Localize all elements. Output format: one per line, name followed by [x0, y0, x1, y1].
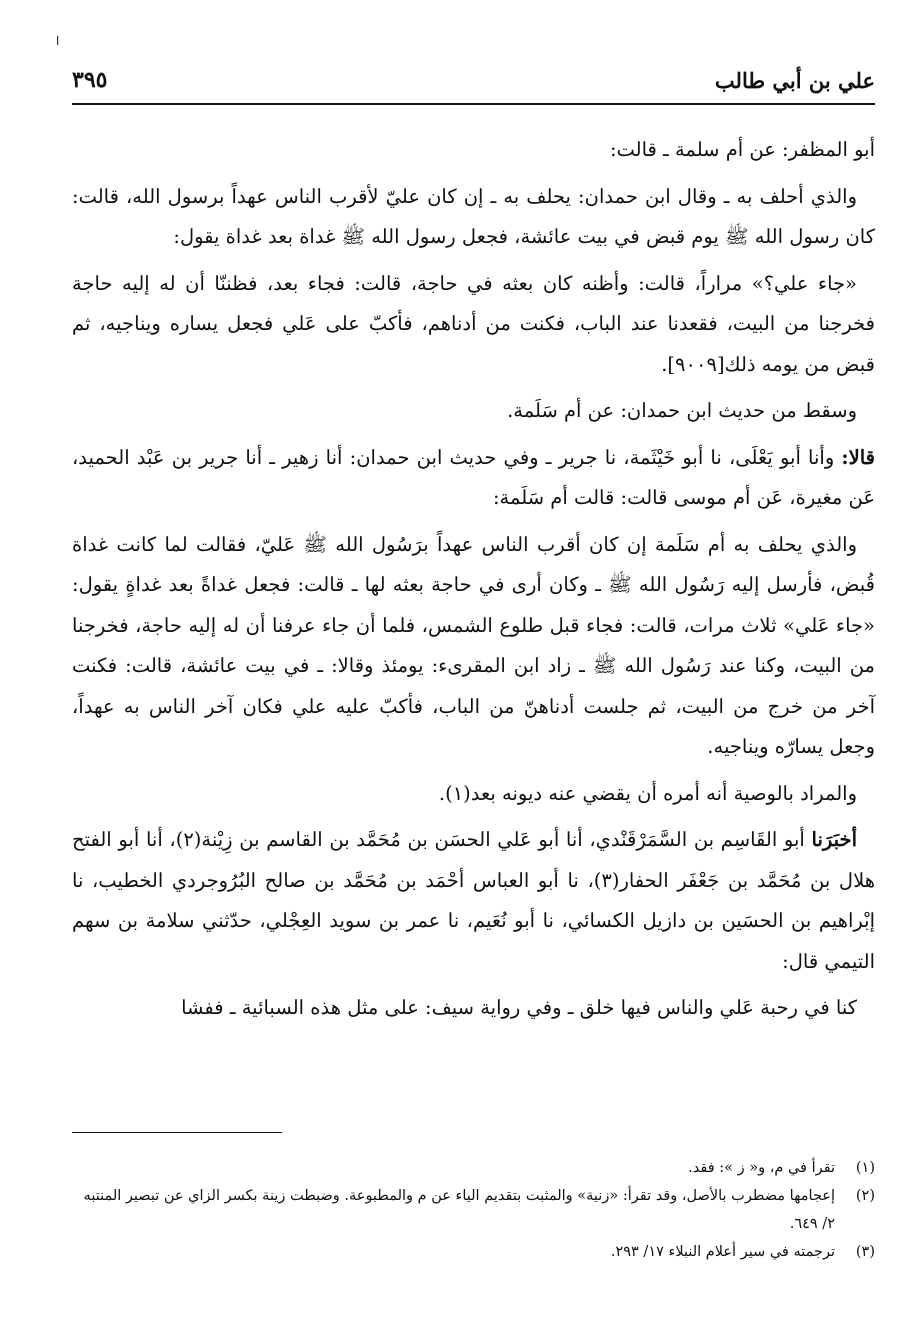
footnote-number: (٣)	[855, 1244, 875, 1260]
footnotes	[72, 1154, 875, 1266]
footnote-3	[72, 1238, 875, 1266]
paragraph-1: أبو المظفر: عن أم سلمة ـ قالت:	[609, 138, 875, 161]
paragraph-3: «جاء علي؟» مراراً، قالت: وأظنه كان بعثه في حاجة، قالت: فجاء بعد، فظننّا أن له إليه حاجة فخرجنا من البيت، فقعدنا عند الباب، فكنت من أدناهم، فأكبّ على عَلي فجعل يساره ويناجيه، ثم قبض من يومه ذلك[٩٠٠٩].	[72, 271, 875, 376]
header-rule	[72, 103, 875, 105]
paragraph-6: والذي يحلف به أم سَلَمة إن كان أقرب الناس عهداً برَسُول الله ﷺ عَليّ، فقالت لما كانت غداة قُبض، فأرسل إليه رَسُول الله ﷺ ـ وكان أرى في حاجة بعثه لها ـ قالت: فجعل غداةً بعد غداةٍ يقول: «جاء عَلي» ثلاث مرات، قالت: فجاء قبل طلوع الشمس، فلما أن جاء عرفنا أن له إليه حاجة، فخرجنا من البيت، وكنا عند رَسُول الله ﷺ ـ زاد ابن المقرىء: يومئذ وقالا: ـ في بيت عائشة، قالت: فكنت آخر من خرج من البيت، ثم جلست أدناهنّ من الباب، فأكبّ عليه علي فكان آخر الناس به عهداً، وجعل يسارّه ويناجيه.	[72, 532, 875, 758]
footnote-number: (٢)	[855, 1188, 875, 1204]
footnote-rule	[72, 1132, 282, 1133]
footnote-text: إعجامها مضطرب بالأصل، وقد تقرأ: «زنية» والمثبت بتقديم الياء عن م والمطبوعة. وضبطت زينة بكسر الزاي عن تبصير المنتبه ٢/ ٦٤٩.	[83, 1188, 835, 1232]
paragraph-8-text: أبو القَاسِم بن السَّمَرْقَنْدي، أنا أبو عَلي الحسَن بن مُحَمَّد بن القاسم بن زِيْنة(٢)، أنا أبو الفتح هلال بن مُحَمَّد بن جَعْفَر الحفار(٣)، نا أبو العباس أحْمَد بن مُحَمَّد بن صالح البُرُوجردي الخطيب، نا إبْراهيم بن الحسَين بن دازيل الكسائي، نا أبو نُعَيم، نا عمر بن سويد العِجْلي، حدّثني سلامة بن سهم التيمي قال:	[72, 828, 875, 973]
paragraph-8	[72, 820, 875, 982]
main-text	[72, 130, 875, 1029]
paragraph-2: والذي أحلف به ـ وقال ابن حمدان: يحلف به ـ إن كان عليّ لأقرب الناس عهداً برسول الله، قالت: كان رسول الله ﷺ يوم قبض في بيت عائشة، فجعل رسول الله ﷺ غداة بعد غداة يقول:	[72, 184, 875, 248]
margin-mark: ا	[56, 34, 60, 48]
paragraph-4: وسقط من حديث ابن حمدان: عن أم سَلَمة.	[507, 399, 857, 422]
paragraph-8-lead: أخبَرَنا	[811, 828, 857, 851]
paragraph-9: كنا في رحبة عَلي والناس فيها خلق ـ وفي رواية سيف: على مثل هذه السبائية ـ ففشا	[181, 996, 857, 1019]
page-header	[72, 62, 875, 98]
paragraph-5	[72, 438, 875, 519]
footnote-text: ترجمته في سير أعلام النبلاء ١٧/ ٢٩٣.	[610, 1244, 835, 1260]
footnote-1	[72, 1154, 875, 1182]
paragraph-5-lead: قالا:	[841, 445, 875, 469]
footnote-2	[72, 1182, 875, 1238]
page-number: ٣٩٥	[72, 67, 108, 93]
running-title: علي بن أبي طالب	[714, 67, 875, 93]
paragraph-7: والمراد بالوصية أنه أمره أن يقضي عنه ديونه بعد(١).	[438, 781, 857, 805]
footnote-number: (١)	[855, 1160, 875, 1176]
paragraph-5-text: وأنا أبو يَعْلَى، نا أبو خَيْثَمة، نا جرير ـ وفي حديث ابن حمدان: أنا زهير ـ أنا جرير بن عَبْد الحميد، عَن مغيرة، عَن أم موسى قالت: قالت أم سَلَمة:	[72, 445, 875, 509]
footnote-text: تقرأ في م، و« ز »: فقد.	[688, 1160, 835, 1176]
